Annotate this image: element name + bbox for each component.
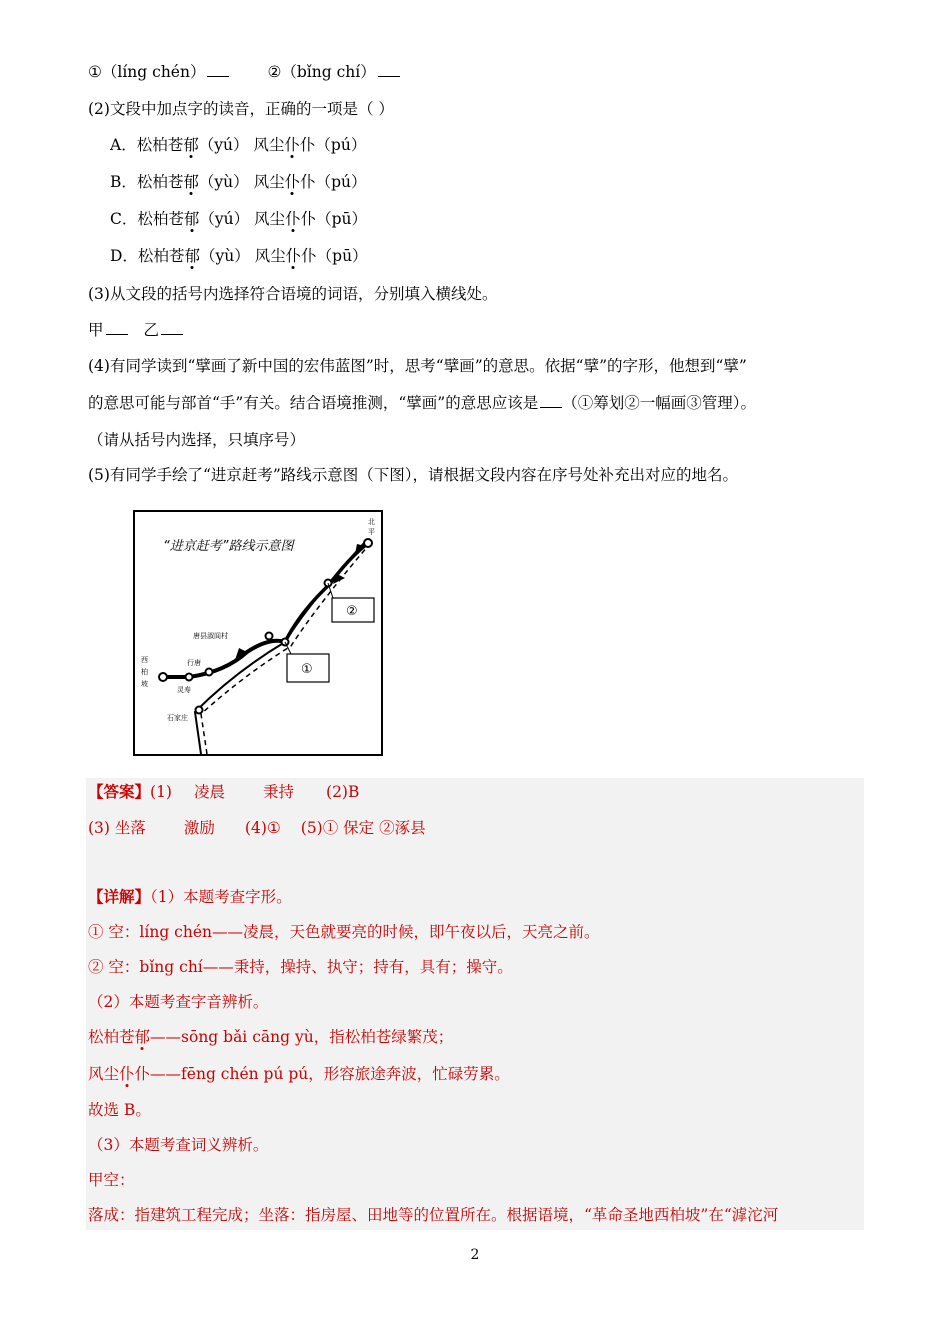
answer-blank <box>540 393 562 408</box>
q3-blanks: 甲 乙 <box>88 320 183 340</box>
detail-line-2: ① 空：líng chén——凌晨，天色就要亮的时候，即午夜以后，天亮之前。 <box>88 923 600 941</box>
route-path-west <box>163 641 285 677</box>
q4-line-1: (4)有同学读到“擘画了新中国的宏伟蓝图”时，思考“擘画”的意思。依据“擘”的字形，他想到“擘” <box>88 357 747 375</box>
answer-blank <box>106 320 128 335</box>
route-path-north <box>285 543 368 642</box>
label-xingtang: 行唐 <box>187 659 201 667</box>
q2-option-c: C．松柏苍郁（yú） 风尘仆仆（pū） <box>110 210 367 228</box>
node-shijiazhuang <box>196 707 203 714</box>
detail-line-9: 甲空： <box>88 1171 135 1189</box>
q4-line-2: 的意思可能与部首“手”有关。结合语境推测，“擘画”的意思应该是 （①筹划②一幅画③管理）。 <box>88 394 756 412</box>
page-number: 2 <box>470 1247 480 1263</box>
detail-line-8: （3）本题考查词义辨析。 <box>88 1136 269 1154</box>
detail-line-10: 落成：指建筑工程完成；坐落：指房屋、田地等的位置所在。根据语境，“革命圣地西柏坡”在“滹沱河 <box>88 1206 779 1224</box>
label-shijiazhuang: 石家庄 <box>167 714 188 722</box>
q1-item-1: ①（líng chén） <box>88 63 206 81</box>
route-map-drawing <box>135 512 381 754</box>
label-xibaipo-char-2: 柏 <box>141 668 148 676</box>
detail-line-6: 风尘仆仆——fēng chén pú pú，形容旅途奔波，忙碌劳累。 <box>88 1065 510 1083</box>
route-map <box>133 510 383 756</box>
node-beiping <box>364 539 372 547</box>
q3-stem: (3)从文段的括号内选择符合语境的词语，分别填入横线处。 <box>88 285 498 303</box>
answer-blank <box>161 320 183 335</box>
detail-line-3: ② 空：bǐng chí——秉持，操持、执守；持有，具有；操守。 <box>88 958 513 976</box>
node-xibaipo <box>159 673 167 681</box>
q2-stem: (2)文段中加点字的读音，正确的一项是（ ） <box>88 100 394 118</box>
answer-line-1: 【答案】(1) 凌晨 秉持 (2)B <box>88 782 360 801</box>
node-tangxian <box>266 633 273 640</box>
q2-option-b: B．松柏苍郁（yù） 风尘仆仆（pú） <box>110 173 367 191</box>
label-xibaipo-char-3: 坡 <box>141 680 148 688</box>
answer-blank <box>378 62 400 77</box>
q2-option-d: D．松柏苍郁（yù） 风尘仆仆（pū） <box>110 247 368 265</box>
answer-blank <box>207 62 229 77</box>
detail-line-1: 【详解】（1）本题考查字形。 <box>88 887 292 906</box>
answer-line-2: (3) 坐落 激励 (4)① (5)① 保定 ②涿县 <box>88 819 426 837</box>
label-lingshou: 灵寿 <box>177 686 191 694</box>
label-beiping-char-2: 平 <box>368 528 375 536</box>
q5-stem: (5)有同学手绘了“进京赶考”路线示意图（下图），请根据文段内容在序号处补充出对应的地名。 <box>88 466 739 484</box>
callout-marker-2: ② <box>346 604 358 619</box>
q1-line <box>88 62 400 82</box>
q1-item-2: ②（bǐng chí） <box>267 63 376 81</box>
node-lingshou <box>186 674 193 681</box>
detail-line-4: （2）本题考查字音辨析。 <box>88 993 269 1011</box>
callout-marker-1: ① <box>301 662 313 677</box>
detail-line-5: 松柏苍郁——sōng bǎi cāng yù，指松柏苍绿繁茂； <box>88 1028 454 1046</box>
label-beiping-char-1: 北 <box>368 518 375 526</box>
node-xingtang <box>206 669 213 676</box>
detail-line-7: 故选 B。 <box>88 1101 151 1119</box>
map-title: “进京赶考”路线示意图 <box>163 539 294 554</box>
label-xibaipo-char-1: 西 <box>141 656 148 664</box>
label-tangxian: 唐县淑闾村 <box>193 632 228 640</box>
q2-option-a: A．松柏苍郁（yú） 风尘仆仆（pú） <box>110 136 367 154</box>
q4-line-3: （请从括号内选择，只填序号） <box>88 431 306 449</box>
